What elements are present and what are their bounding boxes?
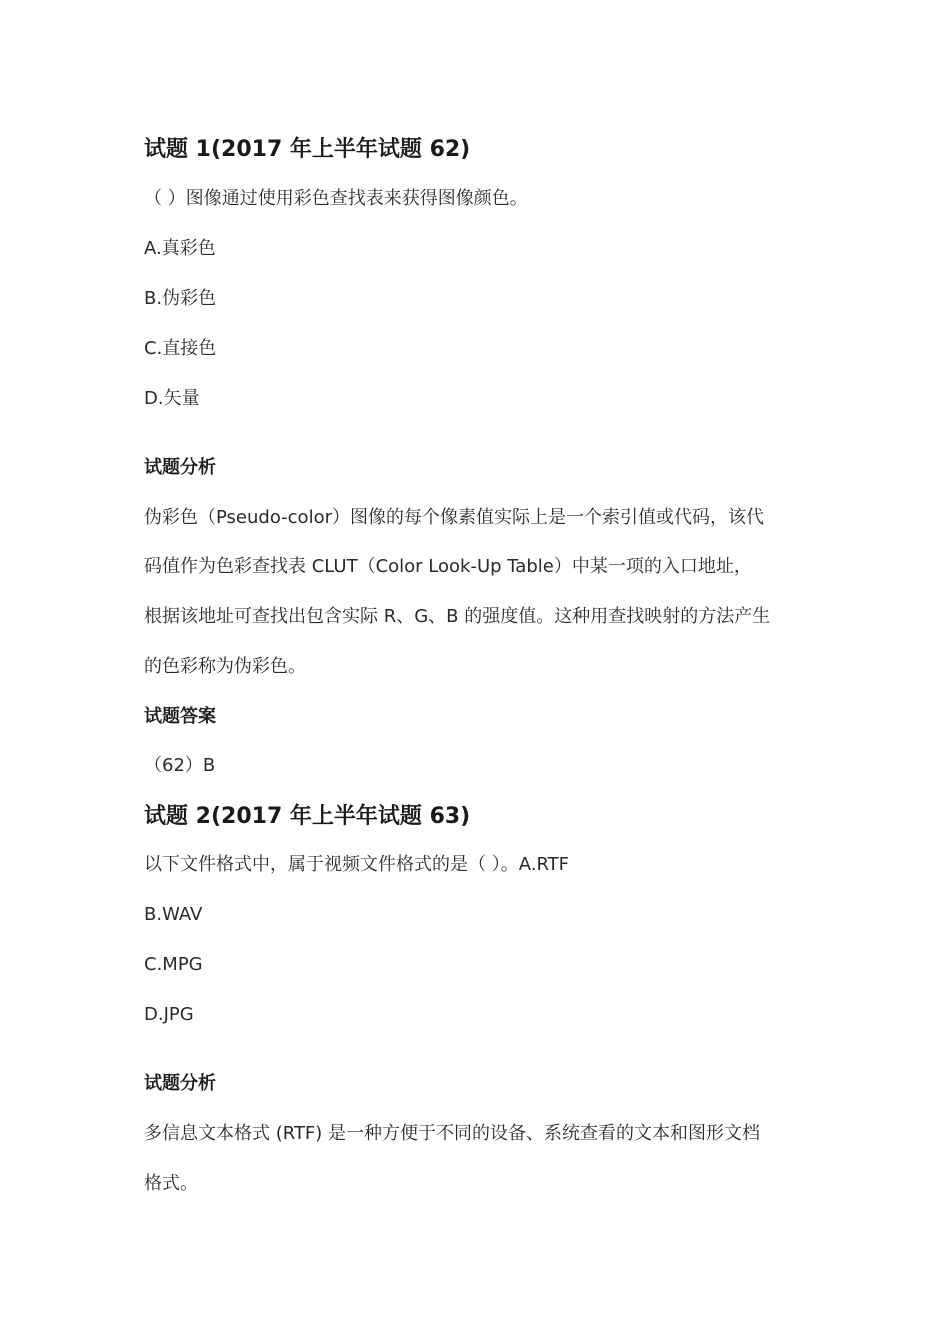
question-2-analysis-line-1: 多信息文本格式 (RTF) 是一种方便于不同的设备、系统查看的文本和图形文档	[144, 1123, 761, 1144]
question-1-option-a: A.真彩色	[144, 238, 216, 259]
question-1-analysis-line-3: 根据该地址可查找出包含实际 R、G、B 的强度值。这种用查找映射的方法产生	[144, 606, 771, 627]
question-2-option-b: B.WAV	[144, 904, 203, 925]
question-1-title: 试题 1(2017 年上半年试题 62)	[144, 137, 471, 162]
question-1-analysis-label: 试题分析	[144, 457, 216, 478]
question-1-analysis-line-4: 的色彩称为伪彩色。	[144, 656, 306, 677]
question-1-analysis-line-1: 伪彩色（Pseudo-color）图像的每个像素值实际上是一个索引值或代码，该代	[144, 507, 764, 528]
question-1-answer: （62）B	[144, 755, 216, 776]
question-2-stem: 以下文件格式中，属于视频文件格式的是（ ）。A.RTF	[144, 854, 569, 875]
question-2-analysis-label: 试题分析	[144, 1073, 216, 1094]
question-2-option-c: C.MPG	[144, 954, 203, 975]
question-1-option-b: B.伪彩色	[144, 288, 217, 309]
question-1-stem: （ ）图像通过使用彩色查找表来获得图像颜色。	[144, 188, 528, 209]
question-1-analysis-line-2: 码值作为色彩查找表 CLUT（Color Look-Up Table）中某一项的入口地址，	[144, 556, 752, 577]
question-1-option-c: C.直接色	[144, 338, 217, 359]
question-2-title: 试题 2(2017 年上半年试题 63)	[144, 804, 471, 829]
question-1-option-d: D.矢量	[144, 388, 200, 409]
question-2-option-d: D.JPG	[144, 1004, 194, 1025]
question-2-analysis-line-2: 格式。	[144, 1173, 198, 1194]
question-1-answer-label: 试题答案	[144, 706, 216, 727]
